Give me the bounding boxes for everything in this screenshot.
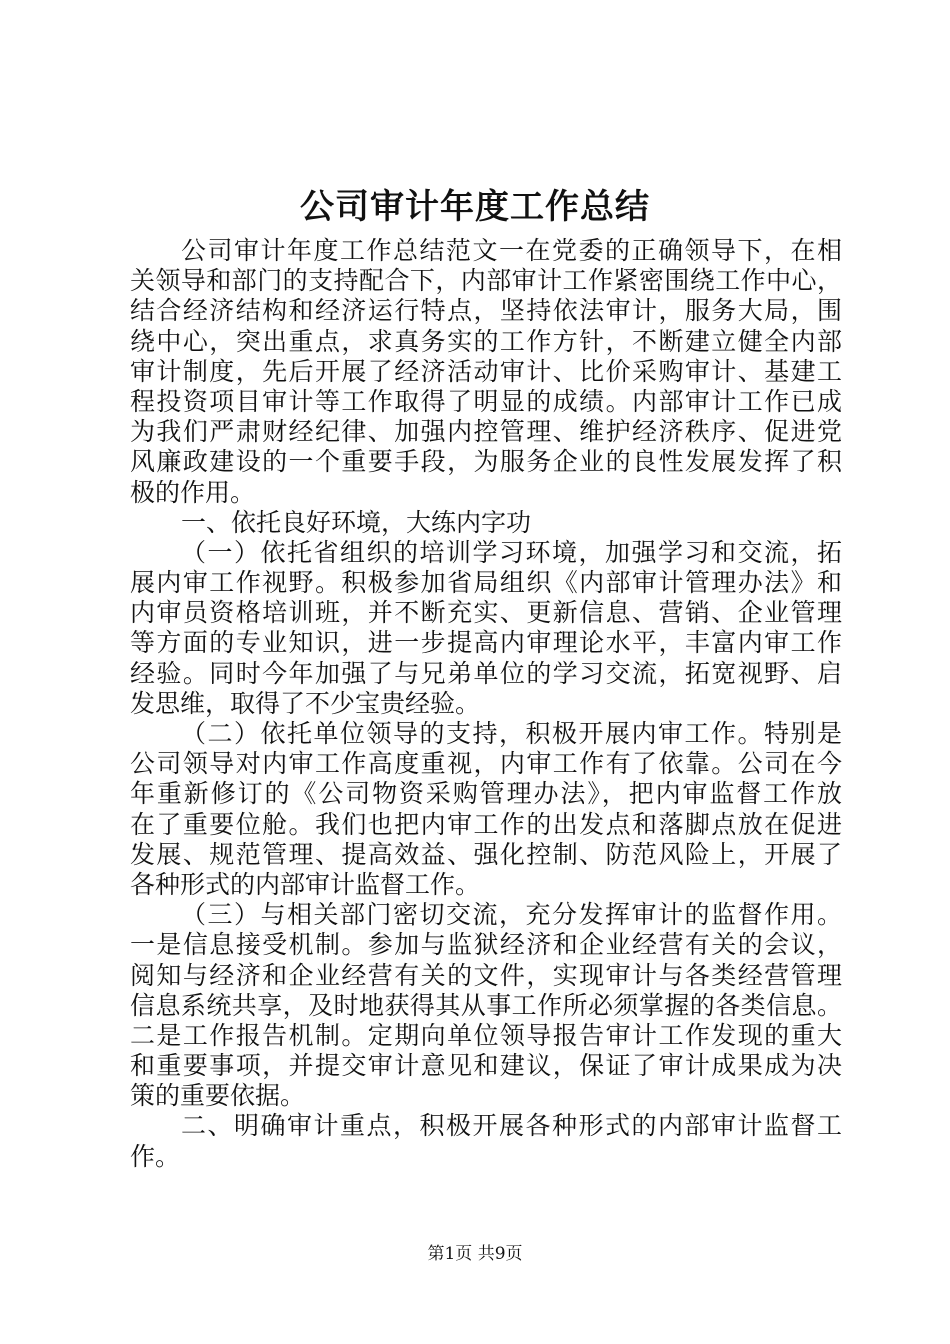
text-line: 公司领导对内审工作高度重视，内审工作有了依靠。公司在今 <box>130 749 842 779</box>
text-line: 发思维，取得了不少宝贵经验。 <box>130 688 481 718</box>
text-line: （二）依托单位领导的支持，积极开展内审工作。特别是 <box>181 719 842 748</box>
text-line: 等方面的专业知识，进一步提高内审理论水平，丰富内审工作 <box>130 628 842 658</box>
text-line: （一）依托省组织的培训学习环境，加强学习和交流，拓 <box>181 537 842 567</box>
text-line: 审计制度，先后开展了经济活动审计、比价采购审计、基建工 <box>130 356 842 386</box>
text-line: 和重要事项，并提交审计意见和建议，保证了审计成果成为决 <box>130 1051 842 1081</box>
text-line: 为我们严肃财经纪律、加强内控管理、维护经济秩序、促进党 <box>130 417 842 447</box>
text-line: 二是工作报告机制。定期向单位领导报告审计工作发现的重大 <box>130 1020 842 1050</box>
text-line: 关领导和部门的支持配合下，内部审计工作紧密围绕工作中心， <box>130 266 842 296</box>
text-line: 信息系统共享，及时地获得其从事工作所必须掌握的各类信息。 <box>130 990 842 1020</box>
text-line: （三）与相关部门密切交流，充分发挥审计的监督作用。 <box>181 900 842 930</box>
text-line: 公司审计年度工作总结范文一在党委的正确领导下，在相 <box>181 236 842 265</box>
text-line: 程投资项目审计等工作取得了明显的成绩。内部审计工作已成 <box>130 386 842 416</box>
text-line: 发展、规范管理、提高效益、强化控制、防范风险上，开展了 <box>130 839 842 869</box>
text-line: 极的作用。 <box>130 477 256 507</box>
text-line: 作。 <box>130 1141 181 1171</box>
section-heading: 二、明确审计重点，积极开展各种形式的内部审计监督工 <box>181 1111 842 1141</box>
text-line: 结合经济结构和经济运行特点，坚持依法审计，服务大局，围 <box>130 296 842 326</box>
text-line: 经验。同时今年加强了与兄弟单位的学习交流，拓宽视野、启 <box>130 658 842 688</box>
document-body <box>130 236 842 1172</box>
page-number: 第1页 共9页 <box>427 1244 523 1264</box>
text-line: 策的重要依据。 <box>130 1081 306 1111</box>
text-line: 在了重要位舱。我们也把内审工作的出发点和落脚点放在促进 <box>130 809 842 839</box>
text-line: 内审员资格培训班，并不断充实、更新信息、营销、企业管理 <box>130 598 842 628</box>
text-line: 各种形式的内部审计监督工作。 <box>130 869 481 899</box>
section-heading: 一、依托良好环境，大练内字功 <box>181 507 532 537</box>
text-line: 绕中心，突出重点，求真务实的工作方针，不断建立健全内部 <box>130 326 842 356</box>
text-line: 风廉政建设的一个重要手段，为服务企业的良性发展发挥了积 <box>130 447 842 477</box>
text-line: 展内审工作视野。积极参加省局组织《内部审计管理办法》和 <box>130 568 842 598</box>
text-line: 一是信息接受机制。参加与监狱经济和企业经营有关的会议， <box>130 930 842 960</box>
text-line: 年重新修订的《公司物资采购管理办法》，把内审监督工作放 <box>130 779 842 809</box>
text-line: 阅知与经济和企业经营有关的文件，实现审计与各类经营管理 <box>130 960 842 990</box>
document-title: 公司审计年度工作总结 <box>300 187 650 227</box>
